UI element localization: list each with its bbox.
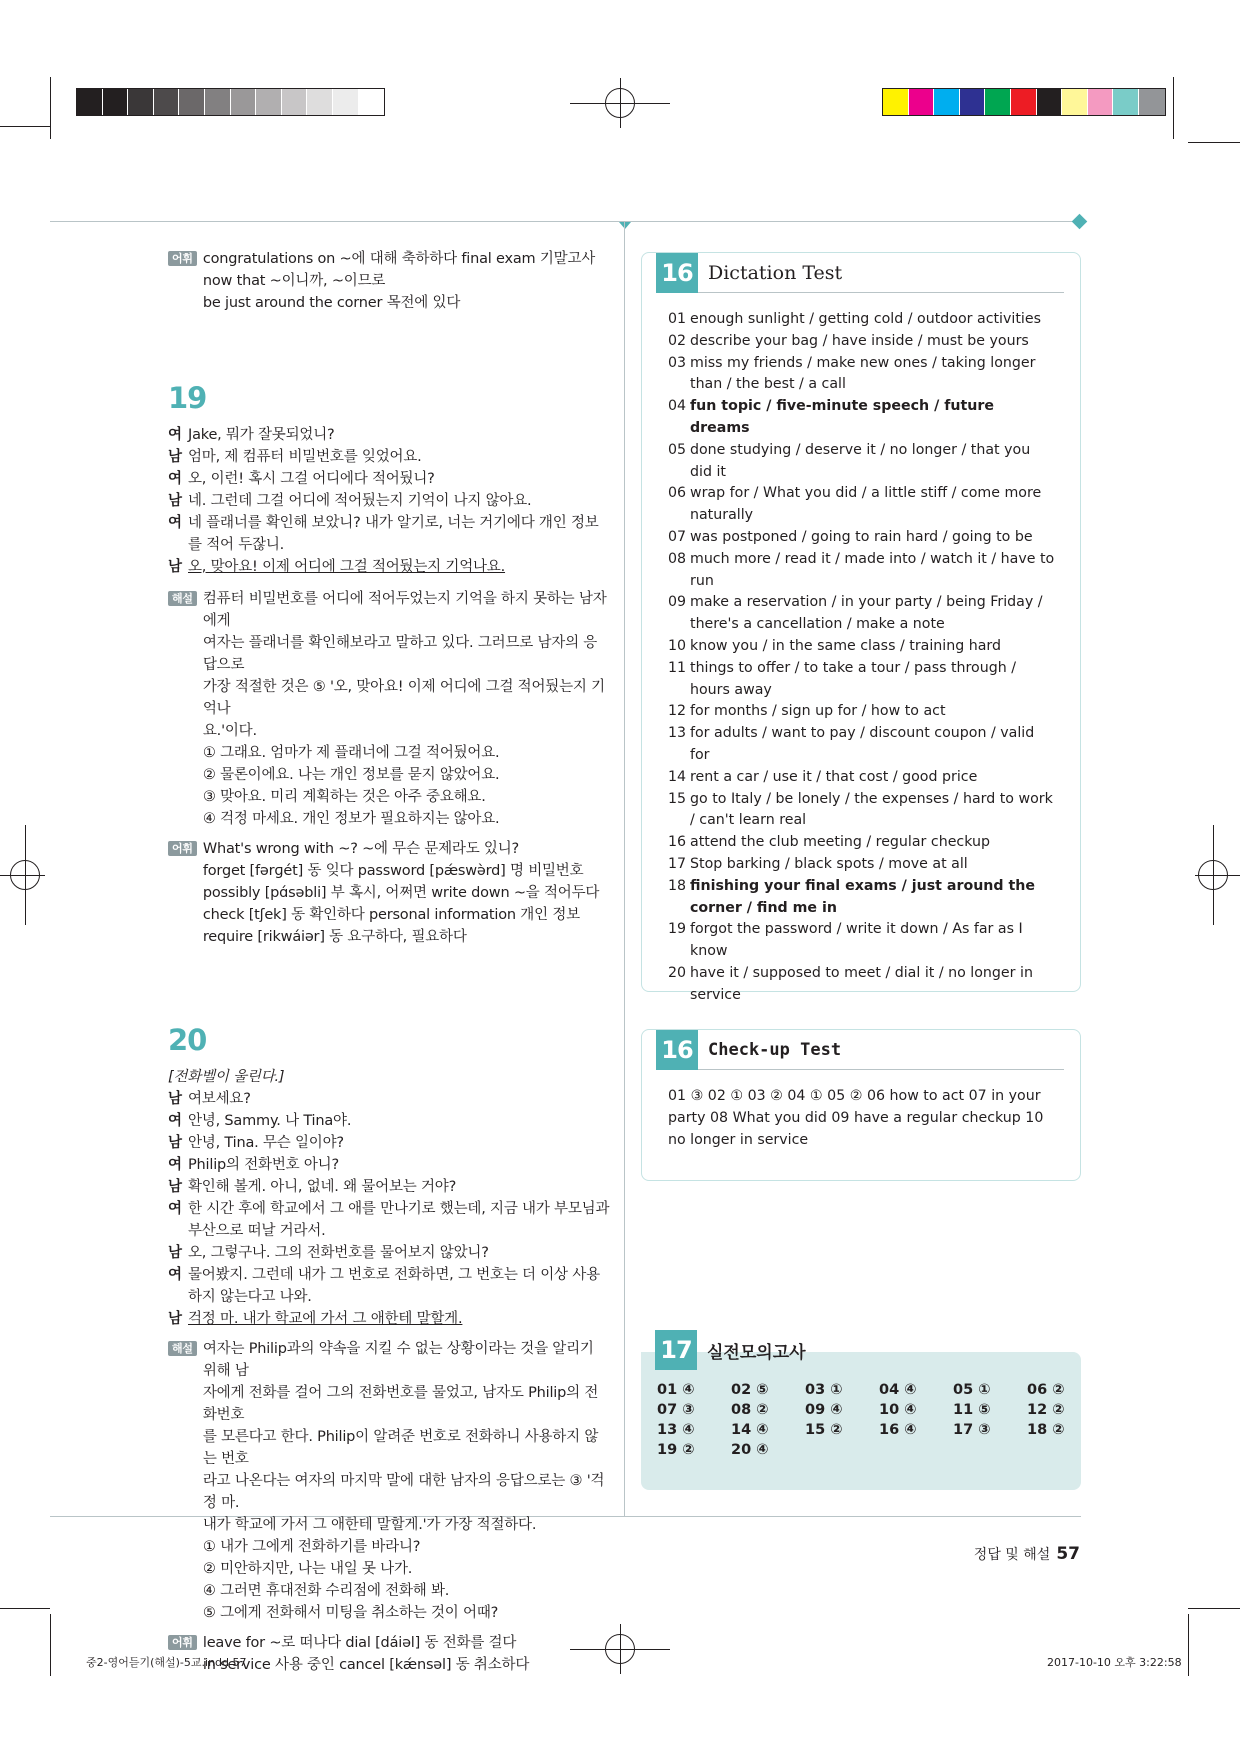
utterance: 네 플래너를 확인해 보았니? 내가 알기로, 너는 거기에다 개인 정보를 적어 두잖니. — [188, 515, 599, 553]
item-answer: wrap for / What you did / a little stiff / come more naturally — [690, 485, 1042, 524]
item-number: 06 — [668, 485, 687, 502]
unit-badge: 16 — [656, 253, 698, 293]
color-swatch — [359, 89, 385, 115]
explanation-line: 라고 나온다는 여자의 마지막 말에 대한 남자의 응답으로는 ③ '걱정 마. — [202, 1473, 605, 1511]
color-swatch — [1011, 89, 1037, 115]
mock-test-answers — [657, 1382, 1077, 1458]
vocab-line: congratulations on ~에 대해 축하하다 final exam 기말고사 — [202, 251, 596, 267]
item-answer: was postponed / going to rain hard / going to be — [690, 528, 1033, 545]
color-swatch — [256, 89, 282, 115]
speaker-label: 여 — [168, 471, 182, 487]
dictation-item — [668, 876, 1056, 920]
dictation-test-title: Dictation Test — [708, 261, 843, 284]
color-swatch — [883, 89, 909, 115]
question-number-19: 19 — [168, 381, 207, 415]
color-swatch — [154, 89, 180, 115]
item-number: 02 — [668, 332, 687, 349]
answer-options — [203, 1536, 610, 1624]
vocab-lines — [203, 838, 610, 948]
color-swatch — [1113, 89, 1139, 115]
dialogue-line — [168, 1154, 610, 1176]
item-number: 03 — [668, 354, 687, 371]
dictation-item — [668, 331, 1056, 353]
item-number: 15 — [668, 790, 687, 807]
item-number: 09 — [668, 594, 687, 611]
mock-answer: 14 ④ — [731, 1422, 769, 1438]
answer-option: ① 내가 그에게 전화하기를 바라니? — [202, 1539, 421, 1555]
dictation-item — [668, 767, 1056, 789]
item-number: 19 — [668, 921, 687, 938]
utterance: 여보세요? — [188, 1091, 251, 1107]
dictation-item — [668, 440, 1056, 484]
vocab-line: leave for ~로 떠나다 dial [dáiəl] 동 전화를 걸다 — [202, 1635, 517, 1651]
color-swatch — [934, 89, 960, 115]
mock-test-title: 실전모의고사 — [707, 1342, 806, 1363]
checkup-test-title: Check-up Test — [708, 1039, 842, 1060]
item-answer: make a reservation / in your party / being Friday / there's a cancellation / make a note — [690, 594, 1043, 633]
scene-direction: [전화벨이 울린다.] — [168, 1069, 285, 1085]
mock-answer: 04 ④ — [879, 1382, 917, 1398]
item-number: 13 — [668, 725, 687, 742]
dialogue-20 — [168, 1088, 610, 1330]
explanation-line: 여자는 플래너를 확인해보라고 말하고 있다. 그러므로 남자의 응답으로 — [202, 635, 598, 673]
dictation-item — [668, 919, 1056, 963]
dialogue-line — [168, 468, 610, 490]
dialogue-line — [168, 1132, 610, 1154]
color-swatch — [128, 89, 154, 115]
utterance: 한 시간 후에 학교에서 그 애를 만나기로 했는데, 지금 내가 부모님과 부산으로 떠날 거라서. — [188, 1201, 610, 1239]
page-footer — [974, 1544, 1080, 1564]
dictation-item — [668, 309, 1056, 331]
item-answer: rent a car / use it / that cost / good price — [690, 768, 978, 785]
speaker-label: 남 — [168, 1311, 182, 1327]
mock-test-box — [641, 1330, 1081, 1490]
speaker-label: 여 — [168, 1157, 182, 1173]
color-swatch — [77, 89, 103, 115]
mock-answer: 16 ④ — [879, 1422, 917, 1438]
checkup-test-box — [641, 1029, 1081, 1181]
explanation-line: 를 모른다고 한다. Philip이 알려준 번호로 전화하니 사용하지 않는 번호 — [202, 1429, 599, 1467]
speaker-label: 여 — [168, 1113, 182, 1129]
dialogue-19 — [168, 424, 610, 578]
mock-answer: 18 ② — [1027, 1422, 1065, 1438]
item-answer: for adults / want to pay / discount coupon / valid for — [690, 725, 1035, 763]
mock-answer: 12 ② — [1027, 1402, 1065, 1418]
mock-test-header — [655, 1330, 806, 1370]
vocab-block-top — [168, 248, 610, 314]
answer-option: ④ 걱정 마세요. 개인 정보가 필요하지는 않아요. — [202, 811, 500, 827]
speaker-label: 남 — [168, 1135, 182, 1151]
dictation-item — [668, 658, 1056, 702]
dictation-item — [668, 396, 1056, 440]
left-column — [168, 248, 610, 1676]
question-number-20: 20 — [168, 1023, 207, 1057]
utterance: 물어봤지. 그런데 내가 그 번호로 전화하면, 그 번호는 더 이상 사용하지 않는다고 나와. — [188, 1267, 600, 1305]
explanation-line: 내가 학교에 가서 그 애한테 말할게.'가 가장 적절하다. — [202, 1517, 537, 1533]
top-guide-rule — [50, 221, 1081, 222]
item-number: 17 — [668, 855, 687, 872]
unit-badge: 16 — [656, 1030, 698, 1070]
dictation-test-box — [641, 252, 1081, 1003]
item-number: 18 — [668, 877, 687, 894]
item-number: 07 — [668, 528, 687, 545]
explanation-20 — [168, 1338, 610, 1624]
mock-answer: 13 ④ — [657, 1422, 695, 1438]
color-swatch — [231, 89, 257, 115]
item-answer: for months / sign up for / how to act — [690, 703, 946, 720]
dictation-item — [668, 789, 1056, 833]
color-swatch — [1037, 89, 1063, 115]
vocab-lines — [203, 248, 610, 314]
dictation-item — [668, 723, 1056, 767]
item-number: 08 — [668, 550, 687, 567]
explanation-text — [203, 1338, 610, 1536]
gray-calibration-bar — [76, 88, 385, 116]
color-swatch — [282, 89, 308, 115]
dialogue-line — [168, 1088, 610, 1110]
item-number: 11 — [668, 659, 687, 676]
dialogue-line — [168, 446, 610, 468]
vocab-line: require [rikwáiər] 동 요구하다, 필요하다 — [202, 929, 467, 945]
answer-option: ② 물론이에요. 나는 개인 정보를 묻지 않았어요. — [202, 767, 500, 783]
mock-answer: 17 ③ — [953, 1422, 991, 1438]
dialogue-line — [168, 1308, 610, 1330]
item-number: 10 — [668, 637, 687, 654]
dialogue-line — [168, 1198, 610, 1242]
vocab-tag: 어휘 — [168, 251, 197, 266]
dialogue-line — [168, 1264, 610, 1308]
mock-answer: 05 ① — [953, 1382, 991, 1398]
item-answer: done studying / deserve it / no longer / that you did it — [690, 441, 1031, 480]
vocab-tag: 어휘 — [168, 1635, 197, 1650]
answer-option: ① 그래요. 엄마가 제 플래너에 그걸 적어뒀어요. — [202, 745, 500, 761]
vocab-block-19 — [168, 838, 610, 948]
utterance: 오, 이런! 혹시 그걸 어디에다 적어뒀니? — [188, 471, 435, 487]
speaker-label: 여 — [168, 515, 182, 531]
mock-answer: 01 ④ — [657, 1382, 695, 1398]
answer-option: ④ 그러면 휴대전화 수리점에 전화해 봐. — [202, 1583, 450, 1599]
mock-answer: 09 ④ — [805, 1402, 843, 1418]
mock-answer: 02 ⑤ — [731, 1382, 769, 1398]
vocab-tag: 어휘 — [168, 841, 197, 856]
mock-answer: 15 ② — [805, 1422, 843, 1438]
dictation-item — [668, 527, 1056, 549]
dictation-item — [668, 963, 1056, 1007]
vocab-lines — [203, 1632, 610, 1676]
utterance: 오, 맞아요! 이제 어디에 그걸 적어뒀는지 기억나요. — [188, 559, 506, 575]
file-slug: 중2-영어듣기(해설)-5교.indd 57 — [86, 1656, 247, 1669]
mock-answer: 19 ② — [657, 1442, 695, 1458]
explanation-text — [203, 588, 610, 742]
mock-answer: 08 ② — [731, 1402, 769, 1418]
item-number: 12 — [668, 703, 687, 720]
answer-options — [203, 742, 610, 830]
color-swatch — [103, 89, 129, 115]
item-answer: things to offer / to take a tour / pass through / hours away — [690, 659, 1017, 698]
dictation-item — [668, 549, 1056, 593]
speaker-label: 남 — [168, 449, 182, 465]
item-answer: describe your bag / have inside / must be yours — [690, 332, 1029, 349]
color-calibration-bar — [882, 88, 1166, 116]
dictation-item — [668, 636, 1056, 658]
item-answer: fun topic / five-minute speech / future dreams — [690, 398, 994, 436]
explanation-line: 가장 적절한 것은 ⑤ '오, 맞아요! 이제 어디에 그걸 적어뒀는지 기억나 — [202, 679, 605, 717]
speaker-label: 남 — [168, 1091, 182, 1107]
item-answer: Stop barking / black spots / move at all — [690, 855, 968, 872]
speaker-label: 남 — [168, 1179, 182, 1195]
vocab-line: now that ~이니까, ~이므로 — [202, 273, 386, 289]
color-swatch — [205, 89, 231, 115]
explanation-tag: 해설 — [168, 1341, 197, 1356]
item-number: 16 — [668, 834, 687, 851]
color-swatch — [1139, 89, 1165, 115]
item-answer: know you / in the same class / training hard — [690, 637, 1002, 654]
mock-answer: 06 ② — [1027, 1382, 1065, 1398]
answer-option: ⑤ 그에게 전화해서 미팅을 취소하는 것이 어때? — [202, 1605, 499, 1621]
explanation-line: 컴퓨터 비밀번호를 어디에 적어두었는지 기억을 하지 못하는 남자에게 — [202, 591, 607, 629]
speaker-label: 남 — [168, 1245, 182, 1261]
footer-label: 정답 및 해설 — [973, 1547, 1051, 1563]
color-swatch — [909, 89, 935, 115]
utterance: 오, 그렇구나. 그의 전화번호를 물어보지 않았니? — [188, 1245, 489, 1261]
item-number: 01 — [668, 311, 687, 327]
mock-answer: 07 ③ — [657, 1402, 695, 1418]
answer-option: ③ 맞아요. 미리 계획하는 것은 아주 중요해요. — [202, 789, 486, 805]
checkup-answers: 01 ③ 02 ① 03 ② 04 ① 05 ② 06 how to act 07 in your party 08 What you did 09 have a regular checkup 10 no longer in service — [668, 1088, 1044, 1148]
vocab-line: be just around the corner 목전에 있다 — [202, 295, 461, 311]
column-divider — [624, 222, 625, 1516]
mock-answer: 11 ⑤ — [953, 1402, 991, 1418]
dialogue-line — [168, 424, 610, 446]
mock-answer: 20 ④ — [731, 1442, 769, 1458]
dictation-item — [668, 592, 1056, 636]
item-answer: finishing your final exams / just around the corner / find me in — [690, 877, 1035, 916]
item-number: 20 — [668, 964, 687, 981]
utterance: Jake, 뭐가 잘못되었니? — [188, 427, 335, 443]
dictation-item — [668, 353, 1056, 397]
column-marker-triangle — [619, 222, 631, 229]
utterance: Philip의 전화번호 아니? — [188, 1157, 339, 1173]
item-answer: much more / read it / made into / watch it / have to run — [690, 550, 1055, 589]
vocab-line: in service 사용 중인 cancel [kǽnsəl] 동 취소하다 — [202, 1657, 530, 1673]
dialogue-line — [168, 1176, 610, 1198]
explanation-tag: 해설 — [168, 591, 197, 606]
speaker-label: 남 — [168, 559, 182, 575]
item-number: 04 — [668, 398, 687, 415]
color-swatch — [985, 89, 1011, 115]
item-answer: have it / supposed to meet / dial it / no longer in service — [690, 964, 1033, 1003]
timestamp-slug: 2017-10-10 오후 3:22:58 — [1047, 1656, 1182, 1669]
vocab-line: What's wrong with ~? ~에 무슨 문제라도 있니? — [202, 841, 520, 857]
explanation-19 — [168, 588, 610, 830]
dictation-item — [668, 854, 1056, 876]
checkup-test-header — [656, 1030, 1064, 1070]
color-swatch — [1062, 89, 1088, 115]
mock-answer: 10 ④ — [879, 1402, 917, 1418]
item-answer: attend the club meeting / regular checkup — [690, 834, 991, 851]
dictation-answers — [668, 309, 1056, 1007]
rule-end-diamond — [1072, 214, 1088, 230]
dictation-item — [668, 832, 1056, 854]
item-answer: forgot the password / write it down / As far as I know — [690, 921, 1023, 960]
dialogue-line — [168, 556, 610, 578]
vocab-line: forget [fərɡét] 동 잊다 password [pǽswə̀rd] 명 비밀번호 — [202, 863, 584, 879]
dictation-test-header — [656, 253, 1064, 293]
dialogue-line — [168, 1242, 610, 1264]
color-swatch — [960, 89, 986, 115]
page-number: 57 — [1056, 1544, 1080, 1564]
speaker-label: 여 — [168, 427, 182, 443]
explanation-line: 여자는 Philip과의 약속을 지킬 수 없는 상황이라는 것을 알리기 위해 남 — [202, 1341, 594, 1379]
dialogue-line — [168, 1110, 610, 1132]
dialogue-line — [168, 512, 610, 556]
dialogue-line — [168, 490, 610, 512]
item-answer: go to Italy / be lonely / the expenses / hard to work / can't learn real — [690, 790, 1053, 829]
utterance: 확인해 볼게. 아니, 없네. 왜 물어보는 거야? — [188, 1179, 457, 1195]
vocab-line: possibly [pɑ́səbli] 부 혹시, 어쩌면 write down ~을 적어두다 — [202, 885, 600, 901]
dictation-item — [668, 483, 1056, 527]
color-swatch — [1088, 89, 1114, 115]
speaker-label: 여 — [168, 1201, 182, 1217]
item-number: 14 — [668, 768, 687, 785]
dictation-item — [668, 701, 1056, 723]
speaker-label: 여 — [168, 1267, 182, 1283]
utterance: 네. 그런데 그걸 어디에 적어뒀는지 기억이 나지 않아요. — [188, 493, 532, 509]
color-swatch — [307, 89, 333, 115]
utterance: 엄마, 제 컴퓨터 비밀번호를 잊었어요. — [188, 449, 422, 465]
vocab-line: check [tʃek] 동 확인하다 personal information 개인 정보 — [202, 907, 580, 923]
item-answer: enough sunlight / getting cold / outdoor activities — [690, 311, 1041, 327]
item-answer: miss my friends / make new ones / taking longer than / the best / a call — [690, 354, 1036, 393]
speaker-label: 남 — [168, 493, 182, 509]
color-swatch — [179, 89, 205, 115]
utterance: 안녕, Tina. 무슨 일이야? — [188, 1135, 344, 1151]
explanation-line: 요.'이다. — [202, 723, 257, 739]
utterance: 걱정 마. 내가 학교에 가서 그 애한테 말할게. — [188, 1311, 463, 1327]
answer-option: ② 미안하지만, 나는 내일 못 나가. — [202, 1561, 413, 1577]
unit-badge: 17 — [655, 1330, 697, 1370]
color-swatch — [333, 89, 359, 115]
item-number: 05 — [668, 441, 687, 458]
utterance: 안녕, Sammy. 나 Tina야. — [188, 1113, 352, 1129]
mock-tab-notch — [925, 1330, 1081, 1352]
explanation-line: 자에게 전화를 걸어 그의 전화번호를 물었고, 남자도 Philip의 전화번호 — [202, 1385, 599, 1423]
mock-answer: 03 ① — [805, 1382, 843, 1398]
